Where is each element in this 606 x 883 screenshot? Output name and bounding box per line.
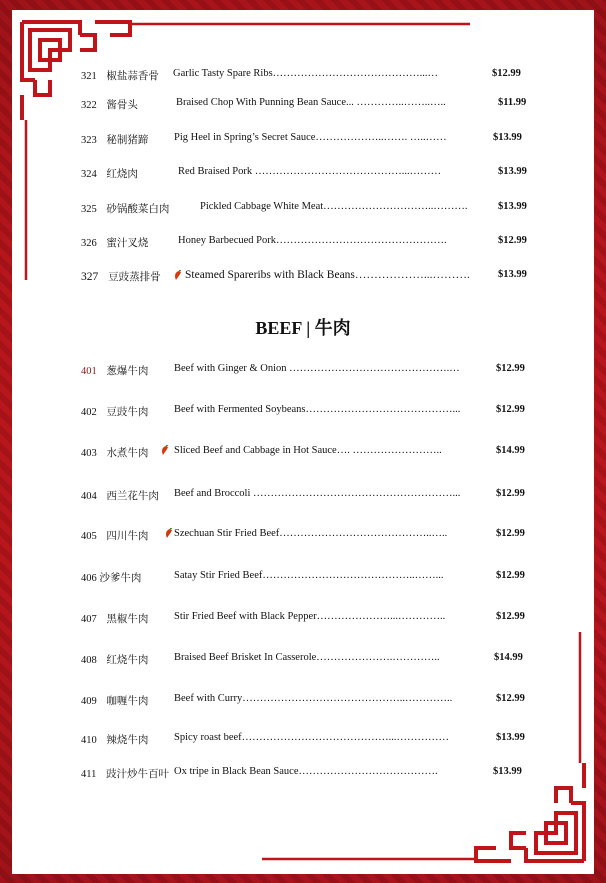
menu-item — [81, 528, 525, 543]
item-chinese-name: 葱爆牛肉 — [106, 366, 149, 377]
menu-item — [81, 363, 525, 378]
section-title-beef: BEEF | 牛肉 — [255, 318, 351, 338]
item-number: 322 — [81, 100, 97, 111]
menu-item — [81, 652, 523, 667]
item-chinese-name: 椒盐蒜香骨 — [106, 71, 159, 82]
item-price: $13.99 — [498, 201, 527, 212]
item-english-name: Beef with Ginger & Onion ……………………………………….… — [174, 363, 460, 374]
item-english-name: Red Braised Pork ……………………………………...……… — [178, 166, 442, 177]
item-chinese-name: 秘制猪蹄 — [106, 135, 149, 146]
item-english-name: Szechuan Stir Fried Beef……………………………………..….. — [174, 528, 448, 539]
item-english-name: Beef and Broccoli …………………………………………………... — [174, 488, 461, 499]
item-chinese-name: 豆豉蒸排骨 — [108, 272, 161, 283]
item-chinese-name: 沙爹牛肉 — [99, 573, 142, 584]
menu-item — [81, 235, 527, 250]
item-number: 408 — [81, 655, 97, 666]
item-price: $13.99 — [496, 732, 525, 743]
item-chinese-name: 四川牛肉 — [106, 531, 149, 542]
chili-spicy-icon — [173, 270, 182, 281]
menu-item — [81, 404, 525, 419]
item-number: 406 — [81, 573, 97, 584]
item-price: $12.99 — [496, 488, 525, 499]
item-number: 405 — [81, 531, 97, 542]
item-chinese-name: 水煮牛肉 — [106, 448, 149, 459]
item-price: $14.99 — [494, 652, 523, 663]
item-chinese-name: 豉汁炒牛百叶 — [106, 769, 169, 780]
item-price: $14.99 — [496, 445, 525, 456]
menu-item — [81, 269, 527, 284]
item-price: $12.99 — [496, 570, 525, 581]
item-number: 409 — [81, 696, 97, 707]
item-number: 410 — [81, 735, 97, 746]
item-english-name: Satay Stir Fried Beef……………………………………..……... — [174, 570, 444, 581]
item-chinese-name: 黑椒牛肉 — [106, 614, 149, 625]
item-english-name: Garlic Tasty Spare Ribs……………………………………...… — [173, 68, 439, 79]
item-number: 402 — [81, 407, 97, 418]
item-number: 327 — [81, 271, 99, 283]
item-english-name: Beef with Fermented Soybeans……………………………………... — [174, 404, 461, 415]
item-price: $13.99 — [493, 766, 522, 777]
item-english-name: Pig Heel in Spring’s Secret Sauce………………..……. …..…… — [174, 132, 447, 143]
item-english-name: Sliced Beef and Cabbage in Hot Sauce…. …………………….. — [174, 445, 442, 456]
item-number: 403 — [81, 448, 97, 459]
item-price: $12.99 — [496, 363, 525, 374]
menu-item — [81, 201, 527, 216]
item-price: $12.99 — [492, 68, 521, 79]
chili-spicy-icon — [160, 445, 169, 456]
item-chinese-name: 豆豉牛肉 — [106, 407, 149, 418]
menu-item — [81, 766, 522, 781]
item-english-name: Pickled Cabbage White Meat…………………………..………. — [200, 201, 468, 212]
chili-spicy-icon — [164, 528, 173, 539]
menu-item — [81, 611, 525, 626]
item-price: $13.99 — [498, 166, 527, 177]
item-chinese-name: 辣烧牛肉 — [106, 735, 149, 746]
menu-item — [81, 693, 525, 708]
item-chinese-name: 咖喱牛肉 — [106, 696, 149, 707]
item-english-name: Spicy roast beef……………………………………...…………… — [174, 732, 450, 743]
menu-item — [81, 97, 527, 112]
menu-item — [81, 166, 527, 181]
item-number: 321 — [81, 71, 97, 82]
item-price: $12.99 — [496, 528, 525, 539]
item-number: 404 — [81, 491, 97, 502]
menu-item — [81, 732, 525, 747]
item-chinese-name: 西兰花牛肉 — [106, 491, 159, 502]
item-number: 407 — [81, 614, 97, 625]
item-number: 323 — [81, 135, 97, 146]
item-number: 324 — [81, 169, 97, 180]
item-price: $12.99 — [498, 235, 527, 246]
item-price: $13.99 — [493, 132, 522, 143]
item-english-name: Braised Chop With Punning Bean Sauce... …………..……..….. — [176, 97, 446, 108]
item-number: 326 — [81, 238, 97, 249]
item-english-name: Steamed Spareribs with Black Beans………………...………. — [185, 269, 470, 281]
item-number: 401 — [81, 366, 97, 377]
item-chinese-name: 蜜汁叉烧 — [106, 238, 149, 249]
item-number: 325 — [81, 204, 97, 215]
item-chinese-name: 砂锅酸菜白肉 — [106, 204, 170, 215]
item-english-name: Braised Beef Brisket In Casserole………………….………….. — [174, 652, 440, 663]
item-chinese-name: 酱骨头 — [106, 100, 138, 111]
item-english-name: Stir Fried Beef with Black Pepper…………………...………….. — [174, 611, 446, 622]
item-number: 411 — [81, 769, 97, 780]
menu-item — [81, 488, 525, 503]
item-price: $12.99 — [496, 693, 525, 704]
item-english-name: Ox tripe in Black Bean Sauce…………………………………. — [174, 766, 438, 777]
item-price: $12.99 — [496, 611, 525, 622]
item-price: $12.99 — [496, 404, 525, 415]
menu-item — [81, 132, 522, 147]
item-english-name: Honey Barbecued Pork…………………………………………. — [178, 235, 447, 246]
item-english-name: Beef with Curry………………………………………..………….. — [174, 693, 453, 704]
item-chinese-name: 红烧肉 — [106, 169, 138, 180]
menu-item — [81, 570, 525, 585]
menu-item — [81, 445, 525, 460]
item-price: $11.99 — [498, 97, 527, 108]
item-price: $13.99 — [498, 269, 527, 280]
item-chinese-name: 红烧牛肉 — [106, 655, 149, 666]
menu-item — [81, 68, 521, 83]
